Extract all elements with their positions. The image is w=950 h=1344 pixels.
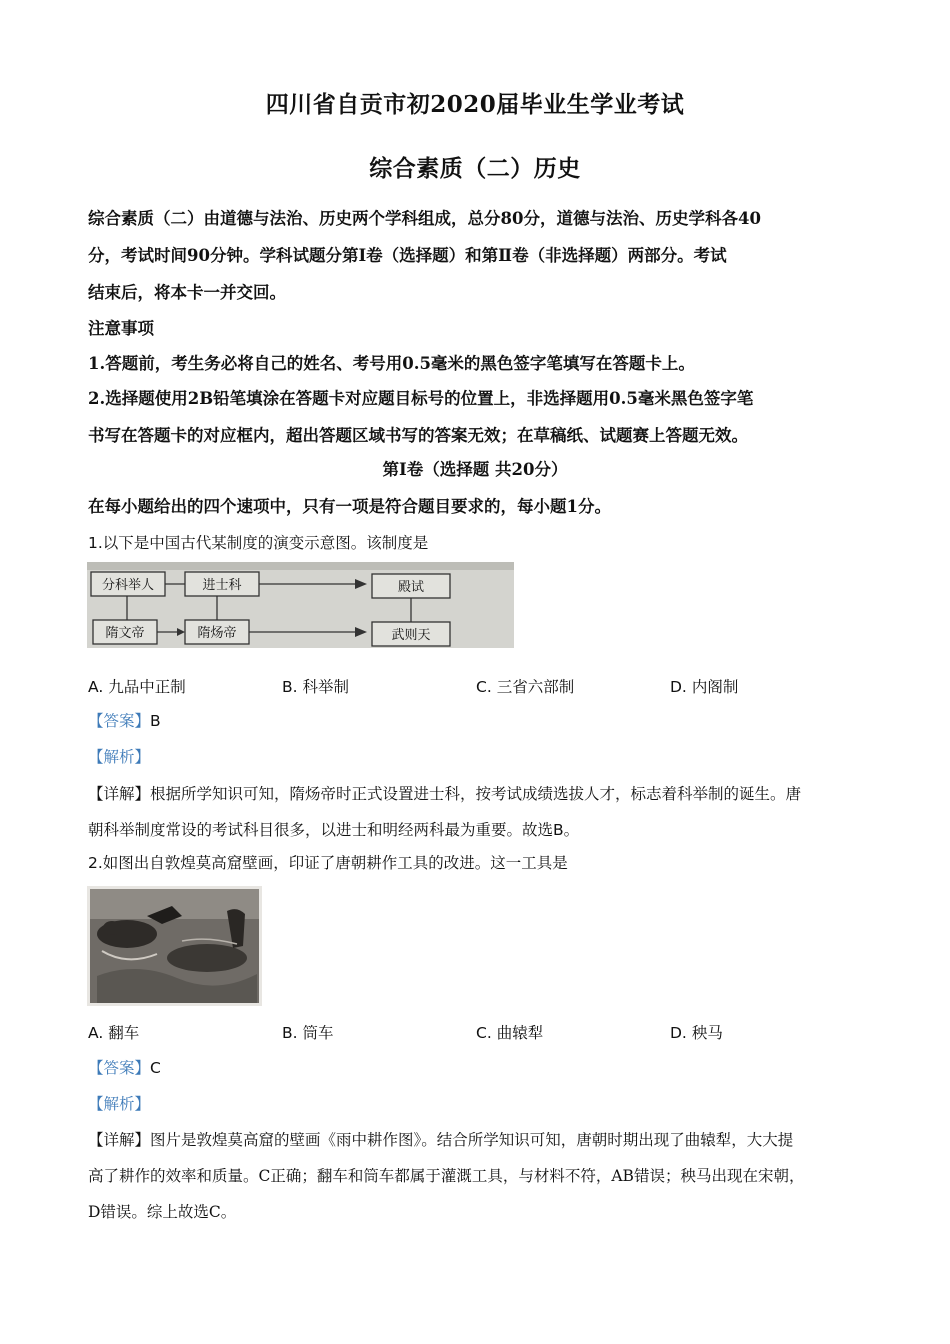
detail-label: 【详解】 bbox=[88, 785, 151, 803]
question-1-detail bbox=[88, 776, 878, 848]
diagram-svg bbox=[87, 562, 514, 648]
box-label: 进士科 bbox=[202, 578, 242, 593]
option-text: 翻车 bbox=[108, 1024, 140, 1042]
option-b[interactable] bbox=[282, 672, 349, 702]
option-text: 内阁制 bbox=[691, 678, 739, 696]
detail-line bbox=[88, 1122, 878, 1158]
notice-heading: 注意事项 bbox=[88, 319, 154, 338]
detail-label: 【详解】 bbox=[88, 1131, 151, 1149]
box-label: 隋炀帝 bbox=[197, 626, 237, 641]
option-text: 科举制 bbox=[302, 678, 350, 696]
notice-item-2 bbox=[88, 380, 868, 454]
option-text: 筒车 bbox=[302, 1024, 334, 1042]
box-label: 隋文帝 bbox=[105, 626, 145, 641]
question-2-analysis bbox=[88, 1089, 150, 1119]
detail-line bbox=[88, 776, 878, 812]
exam-title: 四川省自贡市初2020届毕业生学业考试 bbox=[265, 91, 685, 118]
box-label: 武则天 bbox=[391, 628, 431, 643]
answer-value: C bbox=[150, 1059, 161, 1077]
box-label: 分科举人 bbox=[101, 578, 155, 593]
answer-label: 【答案】 bbox=[88, 712, 151, 730]
question-1-stem bbox=[88, 528, 878, 558]
answer-label: 【答案】 bbox=[88, 1059, 151, 1077]
notice-line: 书写在答题卡的对应框内，超出答题区域书写的答案无效；在草稿纸、试题赛上答题无效。 bbox=[88, 426, 748, 445]
question-1-options bbox=[88, 672, 868, 702]
exam-subtitle: 综合素质（二）历史 bbox=[369, 155, 581, 182]
analysis-label: 【解析】 bbox=[88, 748, 151, 766]
question-1-answer bbox=[88, 706, 161, 736]
keju-evolution-diagram bbox=[87, 562, 514, 648]
option-a[interactable] bbox=[88, 672, 186, 702]
question-2-options bbox=[88, 1018, 868, 1048]
option-b[interactable] bbox=[282, 1018, 334, 1048]
mural-svg bbox=[87, 886, 262, 1006]
option-text: 九品中正制 bbox=[108, 678, 186, 696]
analysis-label: 【解析】 bbox=[88, 1095, 151, 1113]
option-d[interactable] bbox=[670, 672, 738, 702]
intro-paragraph bbox=[88, 200, 868, 311]
detail-text: 朝科举制度常设的考试科目很多，以进士和明经两科最为重要。故选 bbox=[88, 821, 554, 839]
detail-text: 图片是敦煌莫高窟的壁画《雨中耕作图》。结合所学知识可知，唐朝时期出现了曲辕犁，大大提 bbox=[150, 1131, 794, 1149]
intro-line: 综合素质（二）由道德与法治、历史两个学科组成，总分80分，道德与法治、历史学科各40 bbox=[88, 209, 761, 228]
question-2-detail bbox=[88, 1122, 878, 1230]
option-text: 三省六部制 bbox=[496, 678, 575, 696]
option-letter: A. bbox=[88, 678, 104, 696]
detail-line bbox=[88, 812, 878, 848]
option-letter: A. bbox=[88, 1024, 104, 1042]
answer-value: B bbox=[150, 712, 161, 730]
question-text: 以下是中国古代某制度的演变示意图。该制度是 bbox=[102, 534, 429, 552]
box-label: 殿试 bbox=[397, 580, 425, 595]
detail-line: 高了耕作的效率和质量。C正确；翻车和筒车都属于灌溉工具，与材料不符，AB错误；秧马出现在宋朝， bbox=[88, 1167, 805, 1185]
option-letter: C. bbox=[476, 678, 492, 696]
question-text: 如图出自敦煌莫高窟壁画，印证了唐朝耕作工具的改进。这一工具是 bbox=[102, 854, 568, 872]
detail-text: 。 bbox=[563, 821, 580, 839]
option-a[interactable] bbox=[88, 1018, 139, 1048]
question-2-stem bbox=[88, 848, 878, 878]
question-number: 1. bbox=[88, 534, 103, 552]
question-1-analysis bbox=[88, 742, 150, 772]
intro-line: 结束后，将本卡一并交回。 bbox=[88, 283, 286, 302]
intro-line: 分，考试时间90分钟。学科试题分第Ⅰ卷（选择题）和第Ⅱ卷（非选择题）两部分。考试 bbox=[88, 246, 727, 265]
section-instruction: 在每小题给出的四个速项中，只有一项是符合题目要求的，每小题1分。 bbox=[88, 497, 611, 516]
question-2-answer bbox=[88, 1053, 161, 1083]
detail-text: 根据所学知识可知，隋炀帝时正式设置进士科，按考试成绩选拔人才，标志着科举制的诞生。唐 bbox=[150, 785, 802, 803]
option-text: 秧马 bbox=[691, 1024, 723, 1042]
option-letter: C. bbox=[476, 1024, 492, 1042]
option-d[interactable] bbox=[670, 1018, 723, 1048]
detail-line: D错误。综上故选C。 bbox=[88, 1203, 237, 1221]
option-letter: D. bbox=[670, 678, 687, 696]
option-letter: D. bbox=[670, 1024, 687, 1042]
dunhuang-mural-image bbox=[87, 886, 262, 1006]
question-number: 2. bbox=[88, 854, 103, 872]
option-c[interactable] bbox=[476, 672, 574, 702]
option-letter: B. bbox=[282, 678, 298, 696]
option-c[interactable] bbox=[476, 1018, 543, 1048]
option-letter: B. bbox=[282, 1024, 298, 1042]
section-title: 第Ⅰ卷（选择题 共20分） bbox=[382, 460, 568, 479]
notice-line: 2.选择题使用2B铅笔填涂在答题卡对应题目标号的位置上，非选择题用0.5毫米黑色签字笔 bbox=[88, 389, 754, 408]
notice-item-1: 1.答题前，考生务必将自己的姓名、考号用0.5毫米的黑色签字笔填写在答题卡上。 bbox=[88, 354, 695, 373]
detail-answer: B bbox=[553, 821, 564, 839]
option-text: 曲辕犁 bbox=[496, 1024, 544, 1042]
